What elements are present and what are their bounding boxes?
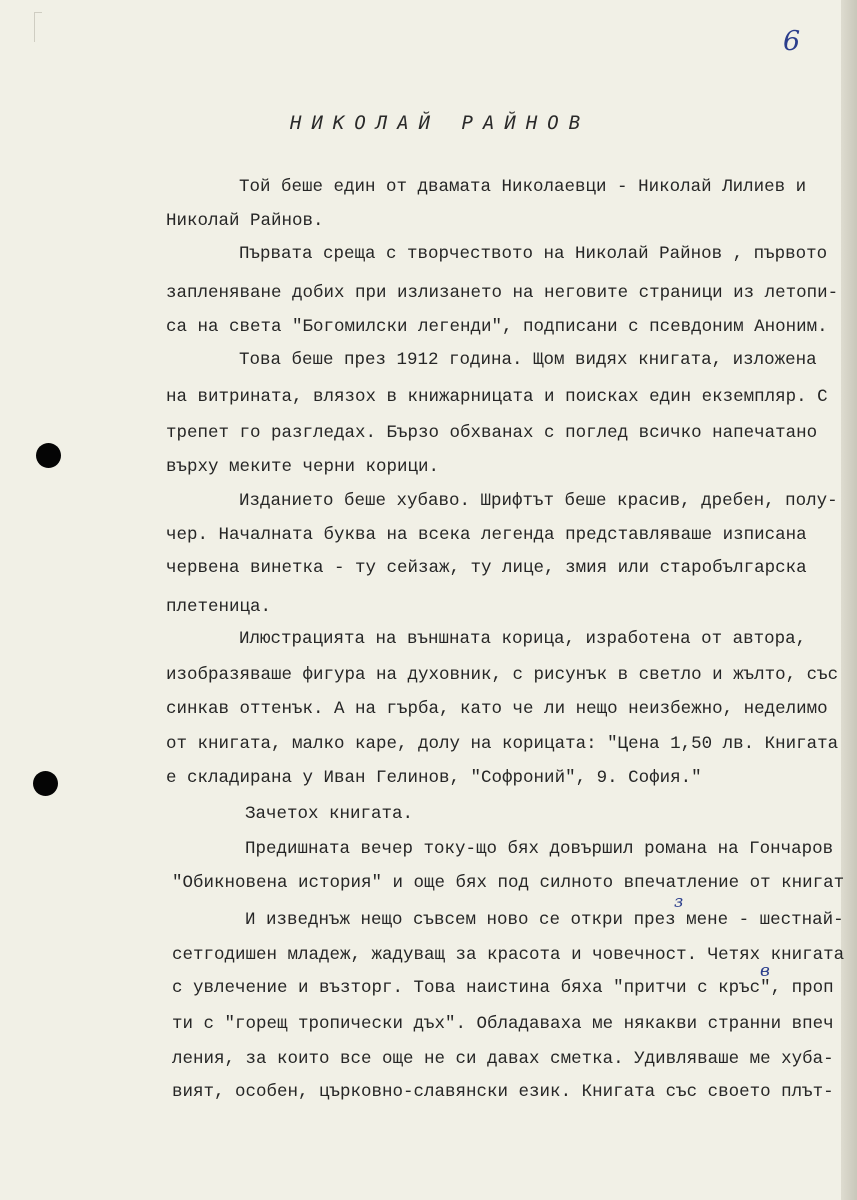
- page-edge: [841, 0, 857, 1200]
- text-line: от книгата, малко каре, долу на корицата: "Цена 1,50 лв. Книгата: [166, 734, 839, 754]
- text-line: синкав оттенък. А на гърба, като че ли нещо неизбежно, неделимо: [166, 699, 828, 719]
- text-line: върху меките черни корици.: [166, 457, 440, 477]
- corner-mark: [34, 12, 35, 42]
- text-line: плетеница.: [166, 597, 272, 617]
- text-line: "Обикновена история" и още бях под силното впечатление от книгат: [172, 873, 845, 893]
- text-line: запленяване добих при излизането на неговите страници из летопи-: [166, 283, 839, 303]
- page-title: НИКОЛАЙ РАЙНОВ: [290, 112, 591, 134]
- text-line: Илюстрацията на външната корица, изработена от автора,: [239, 629, 807, 649]
- text-line: трепет го разгледах. Бързо обхванах с поглед всичко напечатано: [166, 423, 818, 443]
- punch-hole-top: [36, 443, 61, 468]
- text-line: изобразяваше фигура на духовник, с рисунък в светло и жълто, със: [166, 665, 839, 685]
- text-line: Той беше един от двамата Николаевци - Николай Лилиев и: [239, 177, 807, 197]
- handwritten-correction: в: [760, 961, 770, 981]
- text-line: на витрината, влязох в книжарницата и поисках един екземпляр. С: [166, 387, 828, 407]
- text-line: Николай Райнов.: [166, 211, 324, 231]
- text-line: чер. Началната буква на всека легенда представляваше изписана: [166, 525, 807, 545]
- text-line: И изведнъж нещо съвсем ново се откри през мене - шестнай-: [245, 910, 844, 930]
- text-line: сетгодишен младеж, жадуващ за красота и човечност. Четях книгата: [172, 945, 845, 965]
- handwritten-correction: з: [674, 892, 684, 912]
- text-line: с увлечение и възторг. Това наистина бяха "притчи с кръс", проп: [172, 978, 834, 998]
- corner-mark: [34, 12, 42, 13]
- text-line: Първата среща с творчеството на Николай Райнов , първото: [239, 244, 828, 264]
- punch-hole-bottom: [33, 771, 58, 796]
- text-line: Това беше през 1912 година. Щом видях книгата, изложена: [239, 350, 817, 370]
- text-line: вият, особен, църковно-славянски език. Книгата със своето плът-: [172, 1082, 834, 1102]
- text-line: Зачетох книгата.: [245, 804, 414, 824]
- text-line: червена винетка - ту сейзаж, ту лице, змия или старобългарска: [166, 558, 807, 578]
- text-line: са на света "Богомилски легенди", подписани с псевдоним Аноним.: [166, 317, 828, 337]
- text-line: е складирана у Иван Гелинов, "Софроний", 9. София.": [166, 768, 702, 788]
- text-line: Предишната вечер току-що бях довършил романа на Гончаров: [245, 839, 834, 859]
- page-number: 6: [783, 26, 801, 57]
- text-line: ти с "горещ тропически дъх". Обладаваха ме някакви странни впеч: [172, 1014, 834, 1034]
- text-line: ления, за които все още не си давах сметка. Удивляваше ме хуба-: [172, 1049, 834, 1069]
- text-line: Изданието беше хубаво. Шрифтът беше красив, дребен, полу-: [239, 491, 838, 511]
